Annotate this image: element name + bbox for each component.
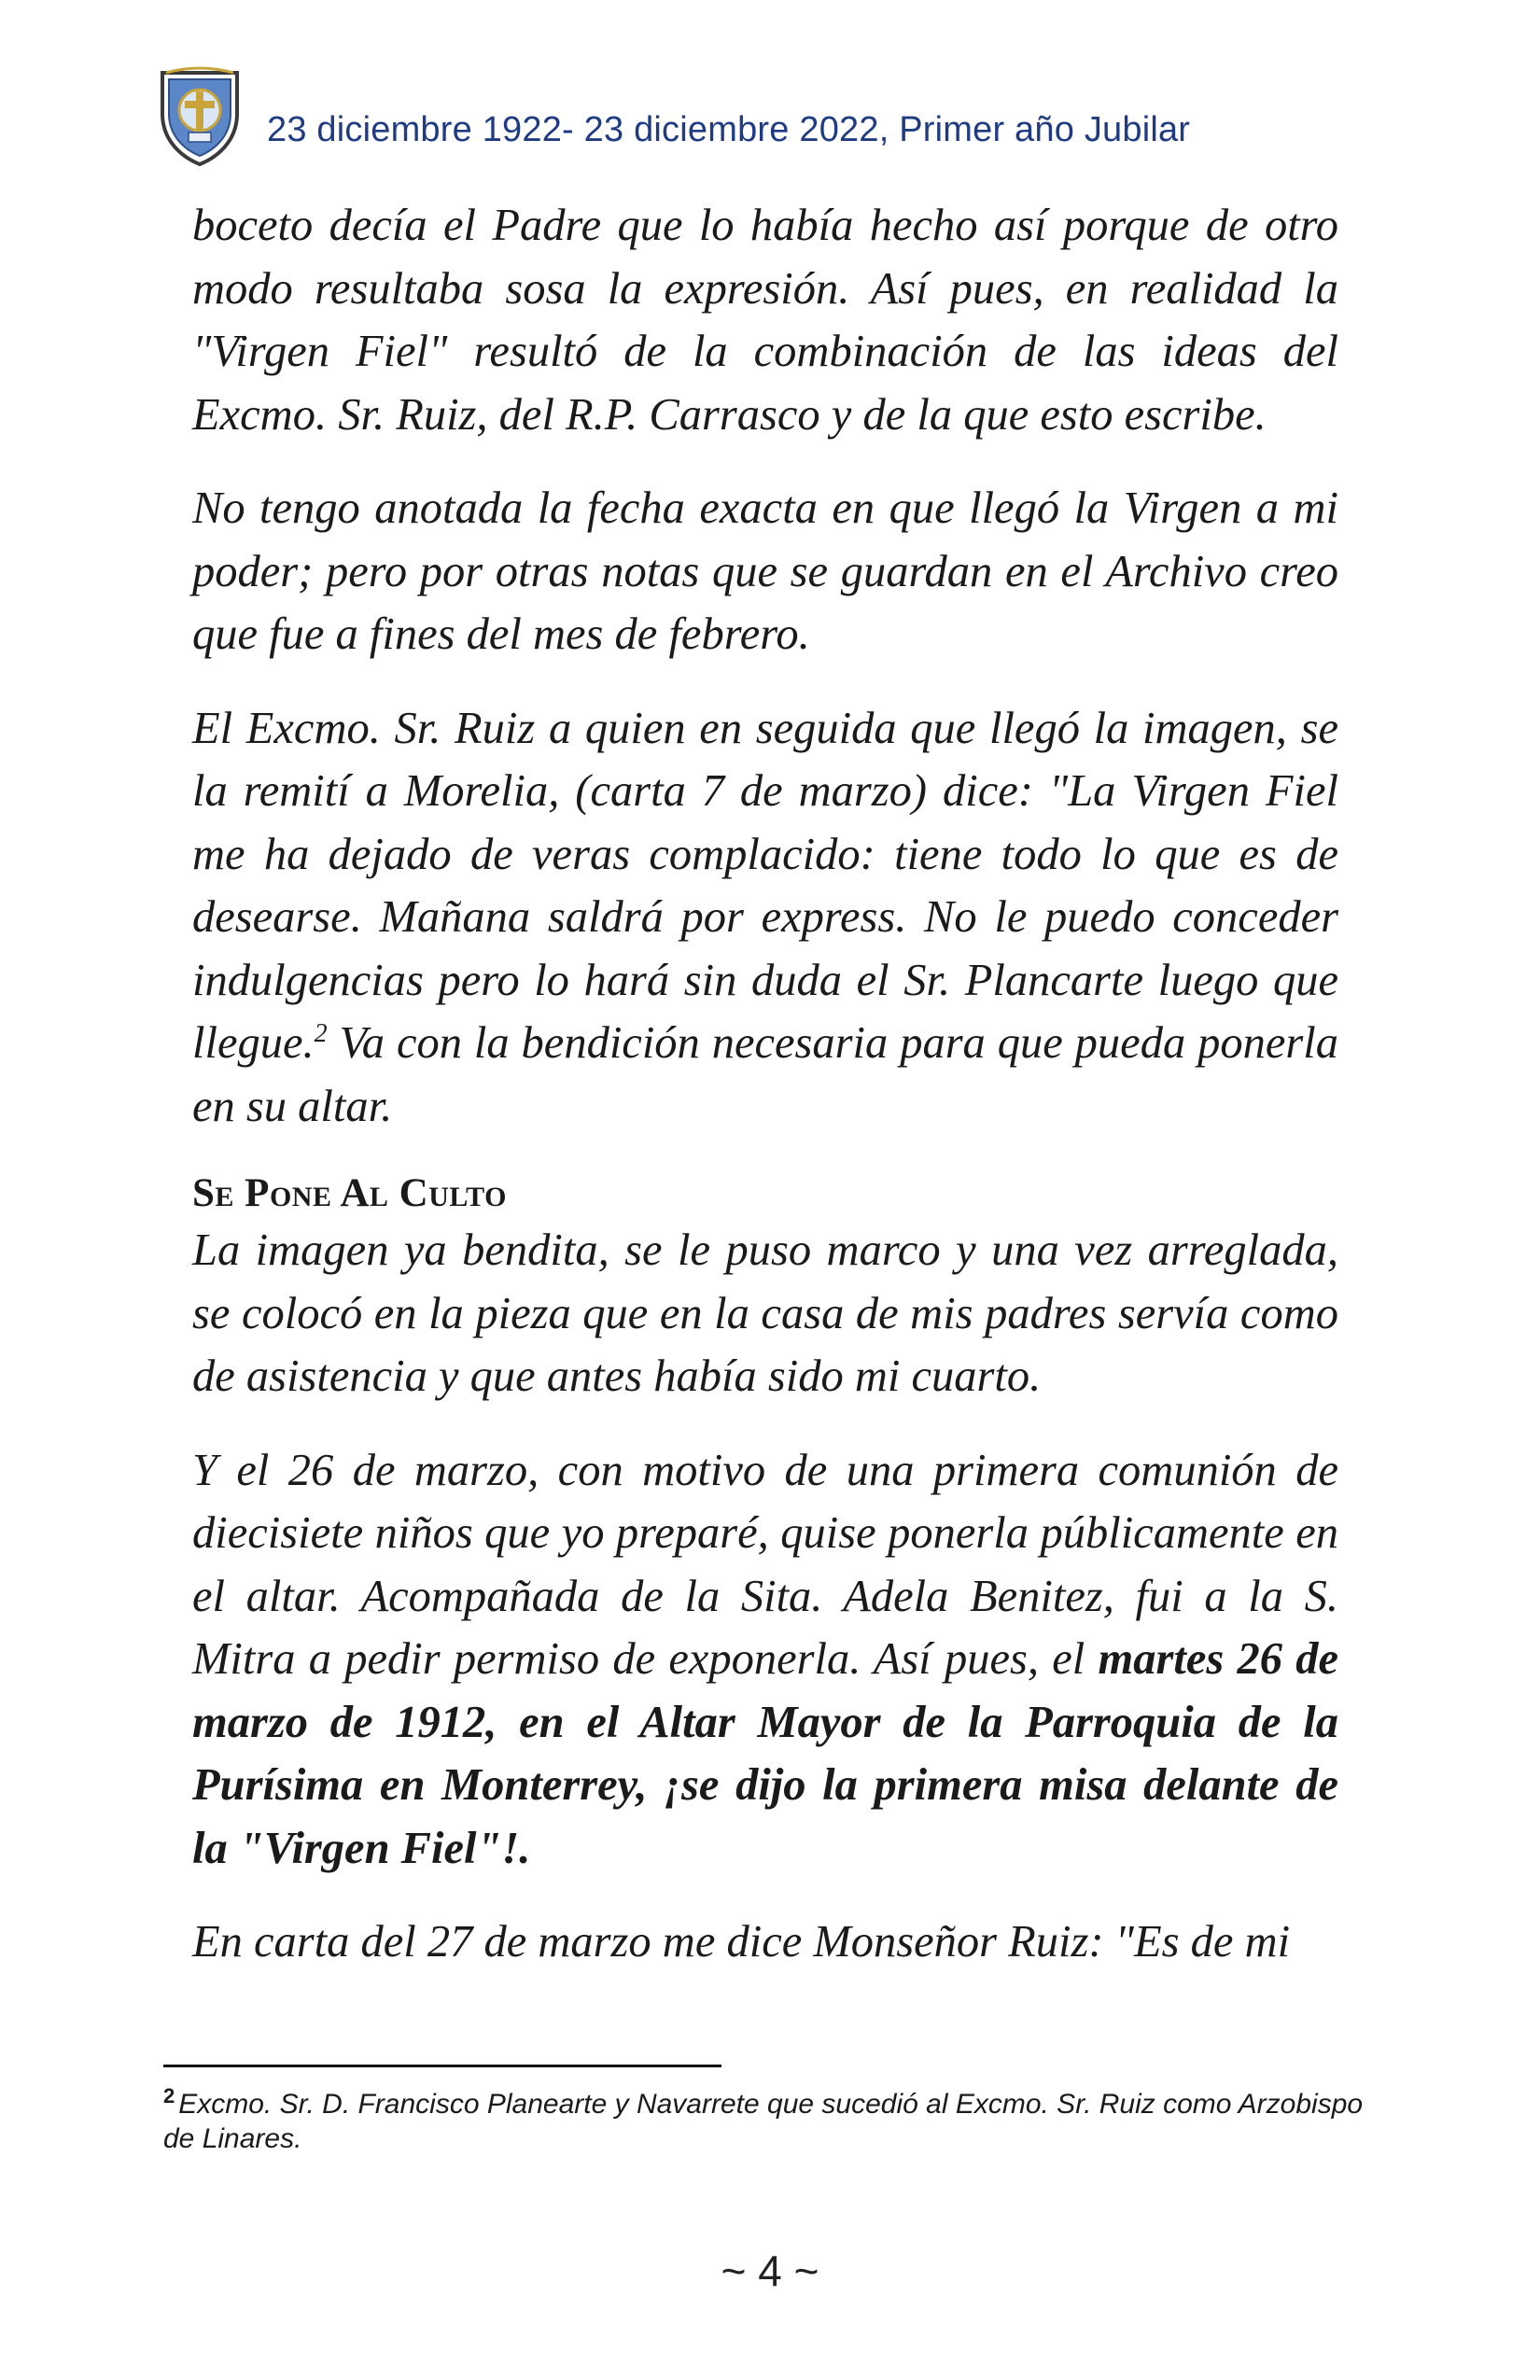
shield-crest-icon bbox=[157, 65, 243, 168]
bold-text: martes 26 de marzo de 1912, en el Altar Mayor de la Parroquia de la Purísima en Monterrey, ¡se dijo la primera misa delante de la "Virgen Fiel"!. bbox=[192, 1634, 1338, 1873]
paragraph-text: Va con la bendición necesaria para que pueda ponerla en su altar. bbox=[192, 1018, 1338, 1131]
main-text bbox=[192, 194, 1338, 2005]
footnote-reference[interactable]: 2 bbox=[314, 1018, 328, 1048]
section-heading: Se Pone Al Culto bbox=[192, 1171, 507, 1215]
footnote-divider bbox=[163, 2065, 721, 2067]
paragraph-text: Y el 26 de marzo, con motivo de una primera comunión de diecisiete niños que yo preparé, quise ponerla públicamente en el altar. Acompañada de la Sita. Adela Benitez, fui a la S. Mitra a pedir permiso de exponerla. Así pues, el bbox=[192, 1445, 1338, 1684]
footnote bbox=[163, 2084, 1377, 2156]
paragraph bbox=[192, 697, 1338, 1139]
paragraph: En carta del 27 de marzo me dice Monseñor Ruiz: "Es de mi bbox=[192, 1917, 1291, 1967]
paragraph-text: El Excmo. Sr. Ruiz a quien en seguida que llegó la imagen, se la remití a Morelia, (carta 7 de marzo) dice: "La Virgen Fiel me ha dejado de veras complacido: tiene todo lo que es de desearse. Mañana saldrá por express. No le puedo conceder indulgencias pero lo hará sin duda el Sr. Plancarte luego que llegue. bbox=[192, 703, 1338, 1068]
footnote-mark: 2 bbox=[163, 2084, 175, 2107]
footnote-text: Excmo. Sr. D. Francisco Planearte y Navarrete que sucedió al Excmo. Sr. Ruiz como Arzobispo de Linares. bbox=[163, 2089, 1364, 2154]
page-number: ~ 4 ~ bbox=[721, 2247, 819, 2295]
page-header bbox=[157, 65, 1370, 168]
paragraph bbox=[192, 1439, 1338, 1881]
paragraph: La imagen ya bendita, se le puso marco y una vez arreglada, se colocó en la pieza que en la casa de mis padres servía como de asistencia y que antes había sido mi cuarto. bbox=[192, 1225, 1338, 1401]
header-title: 23 diciembre 1922- 23 diciembre 2022, Primer año Jubilar bbox=[267, 110, 1191, 149]
paragraph: No tengo anotada la fecha exacta en que llegó la Virgen a mi poder; pero por otras notas que se guardan en el Archivo creo que fue a fines del mes de febrero. bbox=[192, 483, 1338, 659]
paragraph: boceto decía el Padre que lo había hecho así porque de otro modo resultaba sosa la expresión. Así pues, en realidad la "Virgen Fiel" resultó de la combinación de las ideas del Excmo. Sr. Ruiz, del R.P. Carrasco y de la que esto escribe. bbox=[192, 201, 1338, 440]
